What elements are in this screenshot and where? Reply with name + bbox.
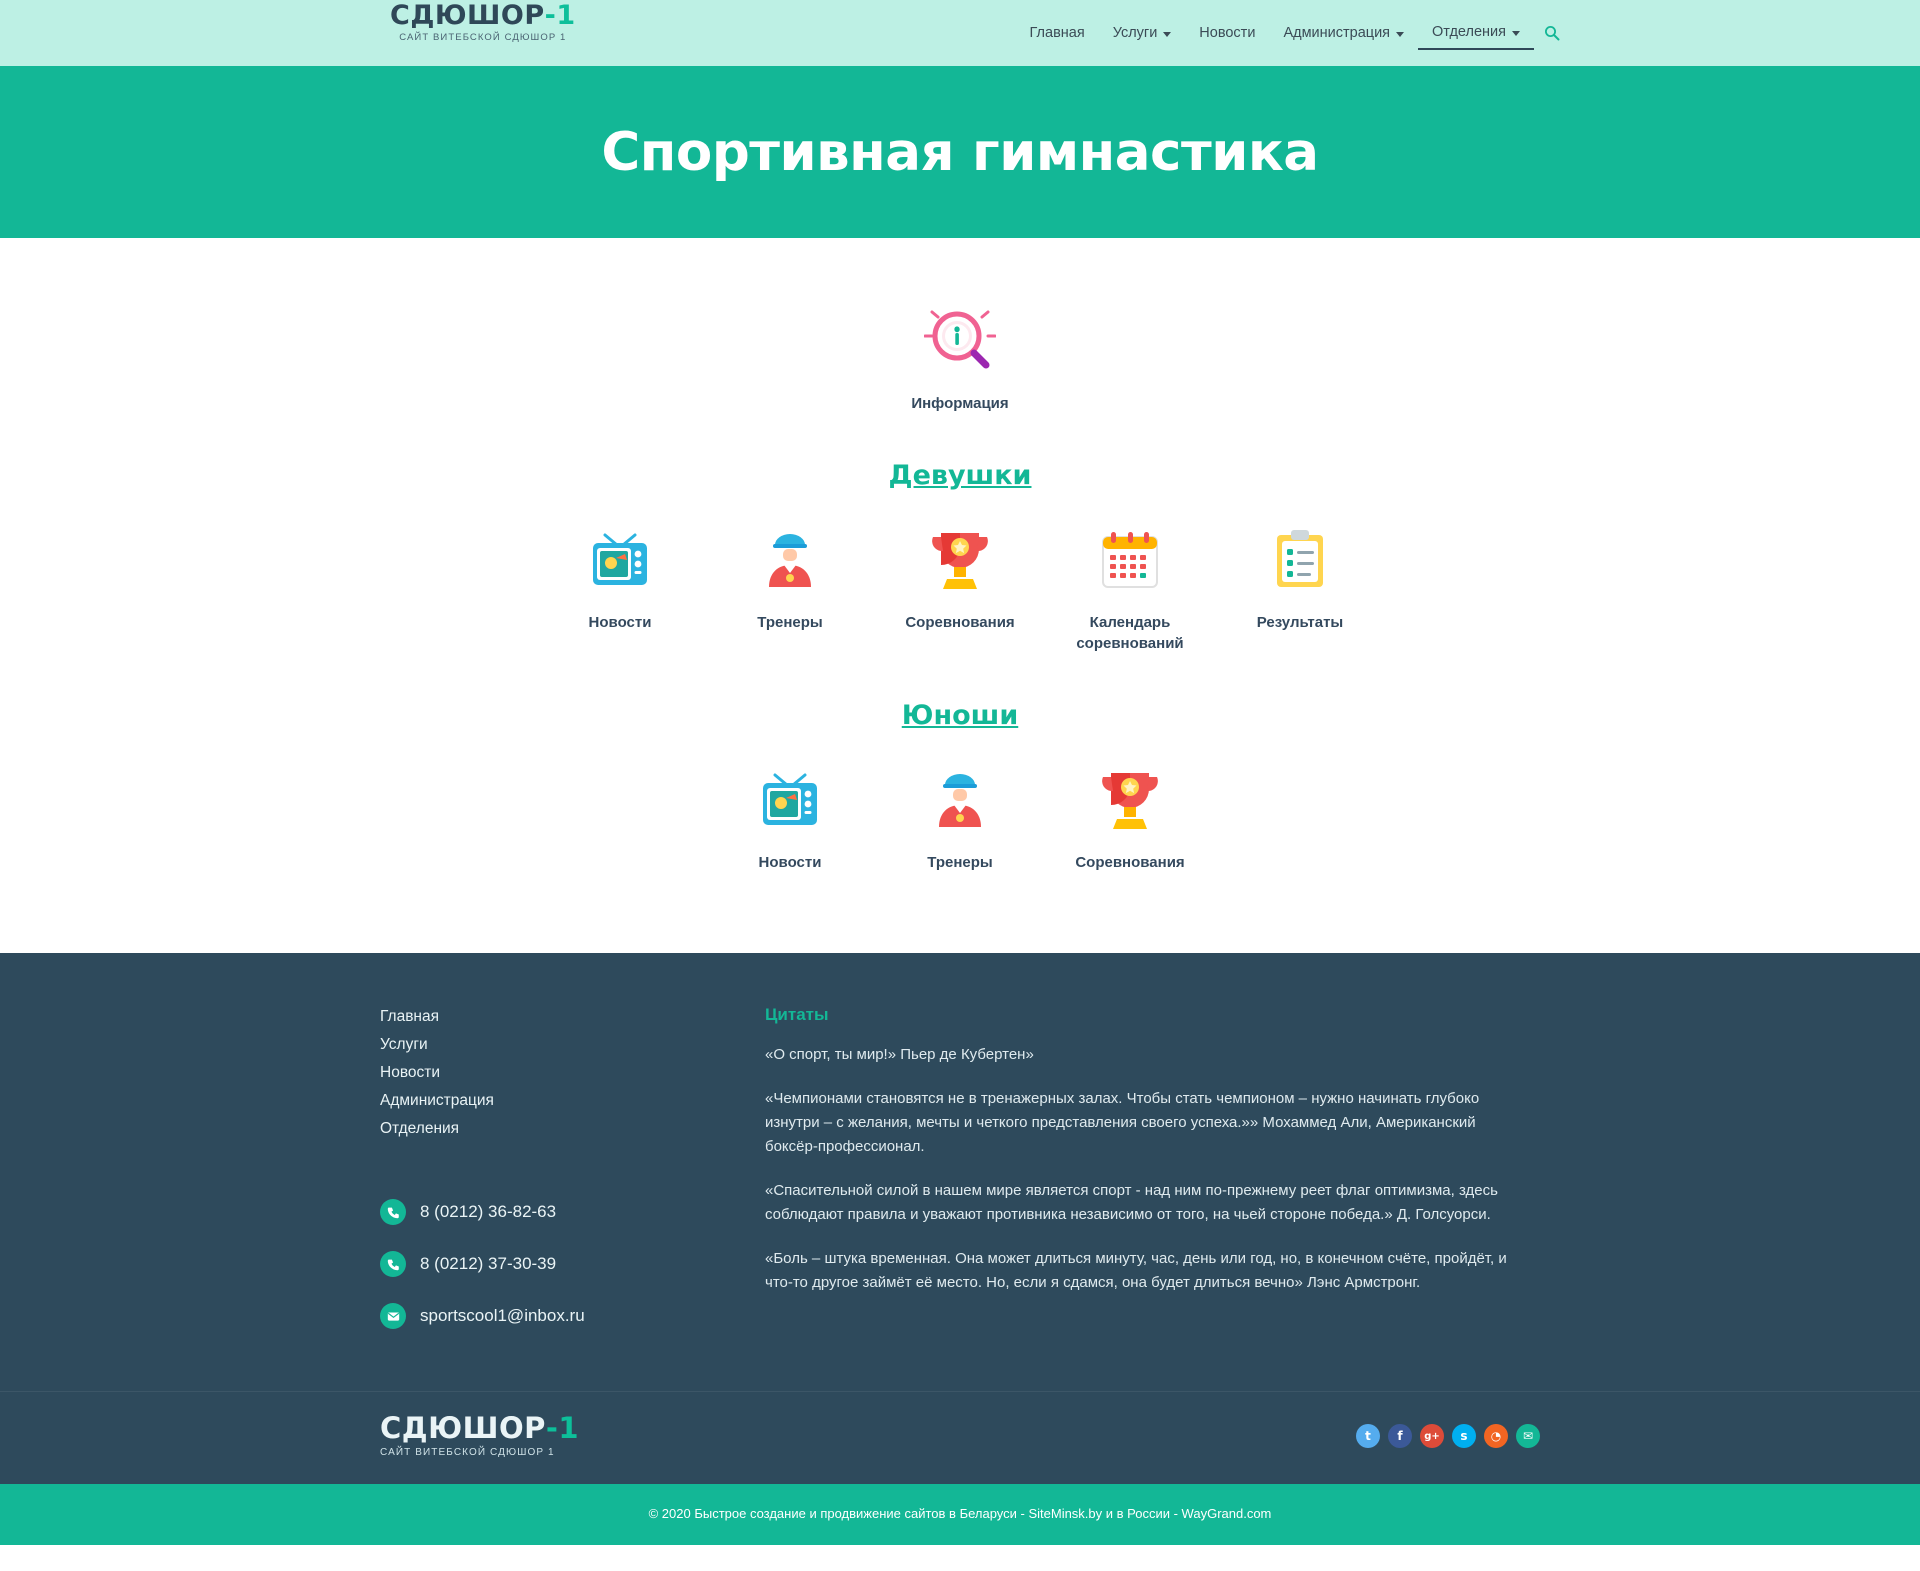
tiles-row-boys [0,757,1920,873]
footer-logo-main: СДЮШОР [380,1411,546,1445]
info-tile-row [0,298,1920,414]
tile-information[interactable] [875,298,1045,414]
social-links [1356,1424,1540,1448]
contact-value: 8 (0212) 37-30-39 [420,1254,557,1273]
twitter-icon[interactable]: t [1356,1424,1380,1448]
footer-logo-text [380,1411,580,1445]
contact-email[interactable] [380,1303,765,1329]
site-logo[interactable] [390,2,576,43]
calendar-icon [1093,517,1167,603]
copyright-text: © 2020 Быстрое создание и продвижение сайтов в Беларуси - SiteMinsk.by и в России - WayGrand.com [648,1506,1272,1521]
tile-label: Соревнования [1075,853,1185,871]
contact-value: sportscool1@inbox.ru [420,1306,585,1325]
tile-girls-calendar[interactable] [1045,517,1215,654]
main-content [0,238,1920,953]
tile-label: Информация [911,395,1009,412]
quote-item: «Чемпионами становятся не в тренажерных залах. Чтобы стать чемпионом – нужно начинать глубоко изнутри – с желания, мечты и четкого представления своего успеха.»» Мохаммед Али, Американский боксёр-профессионал. [765,1090,1480,1155]
footer-link-departments[interactable]: Отделения [380,1120,460,1137]
tile-boys-coaches[interactable] [875,757,1045,873]
tile-girls-news[interactable] [535,517,705,633]
nav-item-label: Отделения [1432,24,1506,40]
tile-boys-news[interactable] [705,757,875,873]
copyright-bar [0,1484,1920,1545]
coach-person-icon [753,517,827,603]
tile-label: Тренеры [757,614,823,632]
footer-quotes-heading: Цитаты [765,1005,829,1024]
site-logo-subtitle: САЙТ ВИТЕБСКОЙ СДЮШОР 1 [399,32,567,43]
tiles-row-girls [0,517,1920,654]
chevron-down-icon [1512,31,1520,36]
contact-phone-1[interactable] [380,1199,765,1225]
nav-item-label: Услуги [1112,25,1158,41]
page-title: Спортивная гимнастика [601,121,1319,183]
footer-link-home[interactable]: Главная [380,1008,439,1025]
clipboard-checklist-icon [1263,517,1337,603]
tile-girls-results[interactable] [1215,517,1385,633]
nav-item-administration[interactable] [1269,17,1418,49]
tile-boys-competitions[interactable] [1045,757,1215,873]
rss-icon[interactable]: ◔ [1484,1424,1508,1448]
section-title-boys [0,700,1920,731]
footer-logo-tail: -1 [545,1411,580,1445]
footer-contacts [380,1199,765,1329]
trophy-icon [923,517,997,603]
nav-item-news[interactable] [1185,17,1269,49]
tile-girls-coaches[interactable] [705,517,875,633]
phone-icon [380,1251,406,1277]
tile-girls-competitions[interactable] [875,517,1045,633]
nav-item-label: Главная [1029,25,1085,41]
contact-value: 8 (0212) 36-82-63 [420,1202,557,1221]
tile-label: Соревнования [905,614,1015,632]
tile-label: Тренеры [927,853,993,871]
tile-label: Новости [758,853,822,871]
main-navigation [1016,16,1561,50]
tile-label: Результаты [1256,614,1344,632]
quote-item: «Спасительной силой в нашем мире является спорт - над ним по-прежнему реет флаг оптимизма, здесь соблюдают правила и уважают противника независимо от того, на чьей стороне победа.» Д. Голсуорси. [765,1182,1498,1223]
site-logo-tail: -1 [544,0,576,31]
skype-icon[interactable]: s [1452,1424,1476,1448]
chevron-down-icon [1396,32,1404,37]
nav-item-services[interactable] [1099,17,1186,49]
mail-icon [380,1303,406,1329]
tv-news-icon [753,757,827,843]
search-icon [1544,25,1560,41]
site-footer [0,953,1920,1391]
footer-logo-subtitle: САЙТ ВИТЕБСКОЙ СДЮШОР 1 [380,1447,555,1458]
section-link-girls[interactable]: Девушки [888,460,1032,492]
quote-item: «Боль – штука временная. Она может длиться минуту, час, день или год, но, в конечном счёте, пройдёт, и что-то другое займёт её место. Но, если я сдамся, она будет длиться вечно» Лэнс Армстронг. [765,1250,1507,1291]
section-title-girls [0,460,1920,491]
info-magnifier-icon [924,298,996,384]
footer-bottom-bar [0,1391,1920,1484]
coach-person-icon [923,757,997,843]
footer-quotes-column [765,1005,1525,1355]
section-link-boys[interactable]: Юноши [901,699,1019,731]
nav-item-departments[interactable] [1418,16,1534,50]
footer-logo[interactable] [380,1411,580,1458]
site-logo-text [390,2,576,29]
tile-label: Новости [588,614,652,632]
chevron-down-icon [1163,32,1171,37]
footer-link-administration[interactable]: Администрация [380,1092,494,1109]
contact-phone-2[interactable] [380,1251,765,1277]
footer-link-services[interactable]: Услуги [380,1036,428,1053]
footer-link-news[interactable]: Новости [380,1064,441,1081]
google-plus-icon[interactable]: g+ [1420,1424,1444,1448]
page-hero [0,66,1920,238]
nav-item-label: Администрация [1283,25,1391,41]
email-icon[interactable]: ✉ [1516,1424,1540,1448]
nav-item-home[interactable] [1016,17,1099,49]
trophy-icon [1093,757,1167,843]
tv-news-icon [583,517,657,603]
quote-item: «О спорт, ты мир!» Пьер де Кубертен» [765,1046,1034,1063]
site-logo-main: СДЮШОР [390,0,545,31]
search-button[interactable] [1544,25,1560,41]
nav-item-label: Новости [1199,25,1256,41]
footer-links-column [380,1005,765,1355]
tile-label: Календарь соревнований [1076,614,1184,652]
facebook-icon[interactable]: f [1388,1424,1412,1448]
site-header [0,0,1920,66]
phone-icon [380,1199,406,1225]
